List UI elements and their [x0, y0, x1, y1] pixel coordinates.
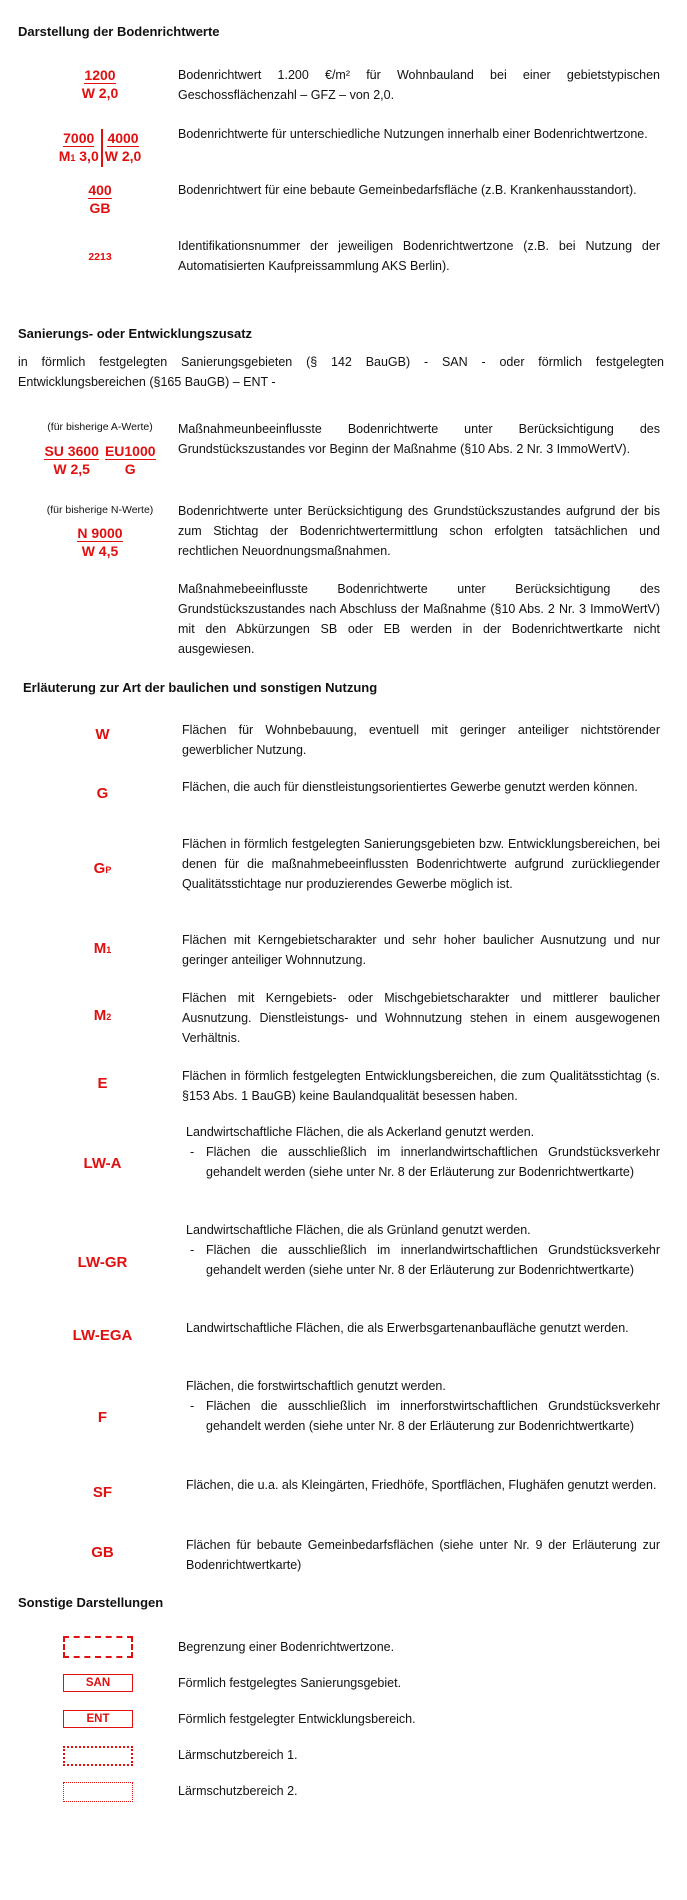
- brw-value-right: 4000: [107, 130, 139, 146]
- code-m2: M2: [93, 1007, 112, 1024]
- desc-lw-gr: [186, 1220, 660, 1280]
- desc-lw-a: [186, 1122, 660, 1182]
- desc-lw-a-main: Landwirtschaftliche Flächen, die als Ackerland genutzt werden.: [186, 1125, 535, 1139]
- desc-e: Flächen in förmlich festgelegten Entwicklungsbereichen, die zum Qualitätsstichtag (s. §153 Abs. 1 BauGB) keine Baulandqualität besessen haben.: [182, 1069, 660, 1103]
- laerm2-desc: Lärmschutzbereich 2.: [178, 1784, 298, 1798]
- desc-lw-gr-item: - Flächen die ausschließlich im innerlandwirtschaftlichen Grundstücksverkehr gehandelt werden (siehe unter Nr. 8 der Erläuterung zur Bodenrichtwertkarte): [186, 1240, 660, 1280]
- desc-f-main: Flächen, die forstwirtschaftlich genutzt werden.: [186, 1379, 446, 1393]
- section-title-sanierung: Sanierungs- oder Entwicklungszusatz: [18, 326, 253, 341]
- desc-w: Flächen für Wohnbebauung, eventuell mit geringer anteiliger nichtstörender gewerblicher Nutzung.: [182, 723, 660, 757]
- code-w: W: [95, 726, 110, 743]
- a-werte-desc: Maßnahmeunbeeinflusste Bodenrichtwerte unter Berücksichtigung des Grundstückszustandes vor Beginn der Maßnahme (§10 Abs. 2 Nr. 3 ImmoWertV).: [178, 422, 660, 456]
- desc-f-item: - Flächen die ausschließlich im innerforstwirtschaftlichen Grundstücksverkehr gehandelt werden (siehe unter Nr. 8 der Erläuterung zur Bodenrichtwertkarte): [186, 1396, 660, 1436]
- zone-border-symbol: [63, 1636, 133, 1658]
- brw-symbol-mixed: [40, 129, 160, 167]
- brw-desc-4: Identifikationsnummer der jeweiligen Bodenrichtwertzone (z.B. bei Nutzung der Automatisierten Kaufpreissammlung AKS Berlin).: [178, 239, 660, 273]
- a-werte-note: (für bisherige A-Werte): [47, 421, 153, 433]
- code-g: G: [96, 785, 109, 802]
- desc-gp: Flächen in förmlich festgelegten Sanierungsgebieten bzw. Entwicklungsbereichen, bei denen für die maßnahmebeeinflussten Bodenrichtwerte aufgrund zurückliegender Qualitätsstichtage nur produzierendes Gewerbe möglich ist.: [182, 837, 660, 891]
- desc-lw-a-item: - Flächen die ausschließlich im innerlandwirtschaftlichen Grundstücksverkehr gehandelt werden (siehe unter Nr. 8 der Erläuterung zur Bodenrichtwertkarte): [186, 1142, 660, 1182]
- desc-gb: Flächen für bebaute Gemeinbedarfsflächen (siehe unter Nr. 9 der Erläuterung zur Bodenrichtwertkarte): [186, 1538, 660, 1572]
- desc-lw-ega: Landwirtschaftliche Flächen, die als Erwerbsgartenanbaufläche genutzt werden.: [186, 1321, 629, 1335]
- n-usage: W 4,5: [81, 543, 119, 559]
- desc-sf: Flächen, die u.a. als Kleingärten, Friedhöfe, Sportflächen, Flughäfen genutzt werden.: [186, 1478, 657, 1492]
- massnahmebeeinflusst-desc: Maßnahmebeeinflusste Bodenrichtwerte unter Berücksichtigung des Grundstückszustandes nach Abschluss der Maßnahme (§10 Abs. 2 Nr. 3 ImmoWertV) mit den Abkürzungen SB oder EB werden in der Bodenrichtwertkarte nicht ausgewiesen.: [178, 582, 660, 656]
- brw-symbol-1200: [40, 66, 160, 102]
- code-lw-ega: LW-EGA: [72, 1327, 133, 1344]
- desc-m1: Flächen mit Kerngebietscharakter und sehr hoher baulicher Ausnutzung und nur geringer anteiliger Wohnnutzung.: [182, 933, 660, 967]
- n-werte-symbol: [25, 524, 175, 560]
- brw-symbol-gb: [40, 181, 160, 217]
- ent-label: ENT: [86, 1713, 110, 1725]
- a-werte-symbol: [25, 442, 175, 478]
- su-value: SU 3600: [44, 443, 99, 459]
- brw-desc-1: Bodenrichtwert 1.200 €/m² für Wohnbauland bei einer gebietstypischen Geschossflächenzahl – GFZ – von 2,0.: [178, 68, 660, 102]
- brw-usage-right: W 2,0: [104, 148, 142, 164]
- laerm2-symbol: [63, 1782, 133, 1802]
- code-gp: GP: [93, 860, 112, 877]
- code-e: E: [97, 1075, 108, 1092]
- san-label: SAN: [85, 1677, 111, 1689]
- code-f: F: [97, 1409, 108, 1426]
- ent-desc: Förmlich festgelegter Entwicklungsbereich.: [178, 1712, 416, 1726]
- section-title-sonstige: Sonstige Darstellungen: [18, 1595, 164, 1610]
- brw-desc-3: Bodenrichtwert für eine bebaute Gemeinbedarfsfläche (z.B. Krankenhausstandort).: [178, 183, 637, 197]
- desc-m2: Flächen mit Kerngebiets- oder Mischgebietscharakter und mittlerer baulicher Ausnutzung. Dienstleistungs- und Wohnnutzung stehen in einem ausgewogenen Verhältnis.: [182, 991, 660, 1045]
- section-title-nutzung: Erläuterung zur Art der baulichen und sonstigen Nutzung: [23, 680, 378, 695]
- code-lw-gr: LW-GR: [77, 1254, 128, 1271]
- desc-g: Flächen, die auch für dienstleistungsorientiertes Gewerbe genutzt werden können.: [182, 780, 638, 794]
- section-title-bodenrichtwerte: Darstellung der Bodenrichtwerte: [18, 24, 220, 39]
- laerm1-desc: Lärmschutzbereich 1.: [178, 1748, 298, 1762]
- code-lw-a: LW-A: [83, 1155, 122, 1172]
- code-m1: M1: [93, 940, 112, 957]
- code-sf: SF: [92, 1484, 113, 1501]
- eu-usage: G: [124, 461, 136, 477]
- brw-usage: W 2,0: [81, 85, 119, 101]
- brw-desc-2: Bodenrichtwerte für unterschiedliche Nutzungen innerhalb einer Bodenrichtwertzone.: [178, 127, 648, 141]
- code-gb: GB: [91, 1544, 114, 1561]
- sanierung-intro: in förmlich festgelegten Sanierungsgebieten (§ 142 BauGB) - SAN - oder förmlich festgelegten Entwicklungsbereichen (§165 BauGB) – ENT -: [18, 355, 664, 389]
- n-werte-desc: Bodenrichtwerte unter Berücksichtigung des Grundstückszustandes aufgrund der bis zum Stichtag der Bodenrichtwertermittlung schon erfolgten tatsächlichen und rechtlichen Neuordnungsmaßnahmen.: [178, 504, 660, 558]
- brw-zone-id: 2213: [88, 251, 112, 263]
- desc-f: [186, 1376, 660, 1436]
- eu-value: EU1000: [104, 443, 156, 459]
- brw-value: 1200: [84, 67, 116, 83]
- laerm1-symbol: [63, 1746, 133, 1766]
- brw-usage-left: M1 3,0: [58, 148, 99, 164]
- zone-border-desc: Begrenzung einer Bodenrichtwertzone.: [178, 1640, 395, 1654]
- brw-value-left: 7000: [63, 130, 95, 146]
- n-werte-note: (für bisherige N-Werte): [46, 504, 154, 516]
- n-value: N 9000: [77, 525, 123, 541]
- brw-usage: GB: [89, 200, 111, 216]
- su-usage: W 2,5: [53, 461, 90, 477]
- san-desc: Förmlich festgelegtes Sanierungsgebiet.: [178, 1676, 402, 1690]
- desc-lw-gr-main: Landwirtschaftliche Flächen, die als Grünland genutzt werden.: [186, 1223, 531, 1237]
- brw-value: 400: [88, 182, 112, 198]
